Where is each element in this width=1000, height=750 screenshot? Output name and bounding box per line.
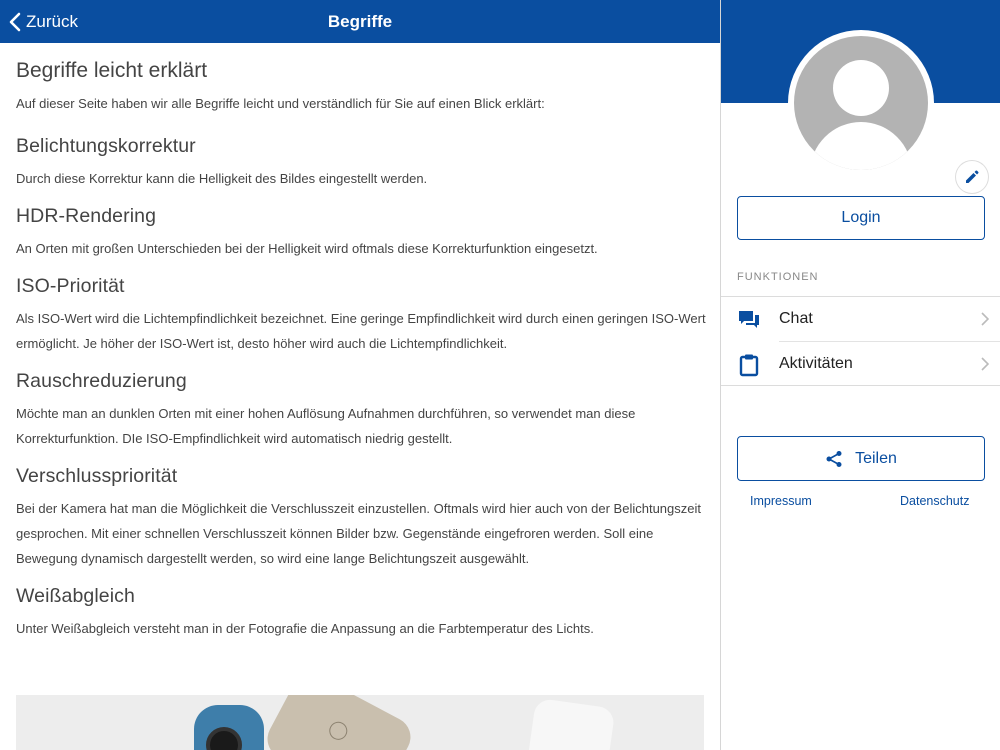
chevron-right-icon bbox=[980, 357, 989, 371]
section-iso-prioritaet bbox=[16, 275, 706, 356]
back-button[interactable] bbox=[8, 0, 78, 43]
section-title: Verschlusspriorität bbox=[16, 465, 178, 487]
back-label: Zurück bbox=[26, 11, 78, 31]
sidebar bbox=[720, 0, 1000, 750]
chevron-right-icon bbox=[980, 312, 989, 326]
datenschutz-link[interactable]: Datenschutz bbox=[900, 494, 970, 508]
login-button[interactable]: Login bbox=[737, 196, 985, 240]
top-navigation-bar bbox=[0, 0, 720, 43]
avatar-head bbox=[833, 60, 889, 116]
section-title: ISO-Priorität bbox=[16, 275, 125, 297]
article-intro: Auf dieser Seite haben wir alle Begriffe leicht und verständlich für Sie auf einen Blick erklärt: bbox=[16, 96, 545, 111]
white-camera bbox=[527, 698, 616, 750]
sidebar-item-label: Chat bbox=[779, 310, 813, 327]
avatar-body bbox=[810, 122, 912, 170]
section-title: HDR-Rendering bbox=[16, 205, 157, 227]
chevron-left-icon bbox=[8, 12, 22, 32]
section-text: Als ISO-Wert wird die Lichtempfindlichkeit bezeichnet. Eine geringe Empfindlichkeit wird durch einen geringen ISO-Wert ermöglicht. Je höher der ISO-Wert ist, desto höher wird auch die Lichtempfindlichkeit. bbox=[16, 311, 706, 351]
section-title: Belichtungskorrektur bbox=[16, 135, 196, 157]
section-verschlussprioritaet bbox=[16, 465, 706, 571]
section-title: Weißabgleich bbox=[16, 585, 135, 607]
impressum-link[interactable]: Impressum bbox=[750, 494, 812, 508]
avatar-placeholder-icon bbox=[794, 36, 928, 170]
section-text: An Orten mit großen Unterschieden bei der Helligkeit wird oftmals diese Korrekturfunktion eingesetzt. bbox=[16, 241, 598, 256]
avatar[interactable] bbox=[788, 30, 934, 176]
page-title: Begriffe bbox=[327, 12, 393, 31]
chat-icon bbox=[737, 308, 761, 332]
beige-camera bbox=[260, 695, 417, 750]
functions-list bbox=[721, 296, 1000, 386]
camera-lens bbox=[206, 727, 242, 750]
pencil-icon bbox=[964, 169, 980, 185]
functions-section-title: FUNKTIONEN bbox=[737, 271, 819, 283]
sidebar-item-label: Aktivitäten bbox=[779, 354, 853, 372]
edit-avatar-button[interactable] bbox=[956, 161, 988, 193]
blue-camera bbox=[194, 705, 264, 750]
share-label: Teilen bbox=[855, 449, 897, 467]
camera-button bbox=[326, 719, 350, 743]
clipboard-icon bbox=[737, 353, 761, 377]
camera-product-image bbox=[16, 695, 704, 750]
section-hdr-rendering bbox=[16, 205, 706, 261]
section-title: Rauschreduzierung bbox=[16, 370, 187, 392]
sidebar-item-aktivitaeten[interactable] bbox=[779, 341, 1000, 385]
article bbox=[16, 43, 706, 641]
article-heading: Begriffe leicht erklärt bbox=[16, 59, 208, 82]
share-icon bbox=[825, 450, 843, 468]
section-text: Durch diese Korrektur kann die Helligkeit des Bildes eingestellt werden. bbox=[16, 171, 428, 186]
section-text: Unter Weißabgleich versteht man in der Fotografie die Anpassung an die Farbtemperatur des Lichts. bbox=[16, 621, 594, 636]
footer-links bbox=[721, 494, 1000, 510]
section-text: Bei der Kamera hat man die Möglichkeit die Verschlusszeit einzustellen. Oftmals wird hier auch von der Belichtungszeit gesprochen. Mit einer schnellen Verschlusszeit können Bilder bzw. Gegenstände eingefroren werden. Soll eine Bewegung dynamisch dargestellt werden, so wird eine lange Belichtungszeit ausgewählt. bbox=[16, 501, 702, 566]
sidebar-item-chat[interactable] bbox=[721, 297, 1000, 341]
section-rauschreduzierung bbox=[16, 370, 706, 451]
section-text: Möchte man an dunklen Orten mit einer hohen Auflösung Aufnahmen durchführen, so verwendet man diese Korrekturfunktion. DIe ISO-Empfindlichkeit wird automatisch niedrig gestellt. bbox=[16, 406, 636, 446]
section-weissabgleich bbox=[16, 585, 706, 641]
section-belichtungskorrektur bbox=[16, 135, 706, 191]
share-button[interactable] bbox=[737, 436, 985, 481]
